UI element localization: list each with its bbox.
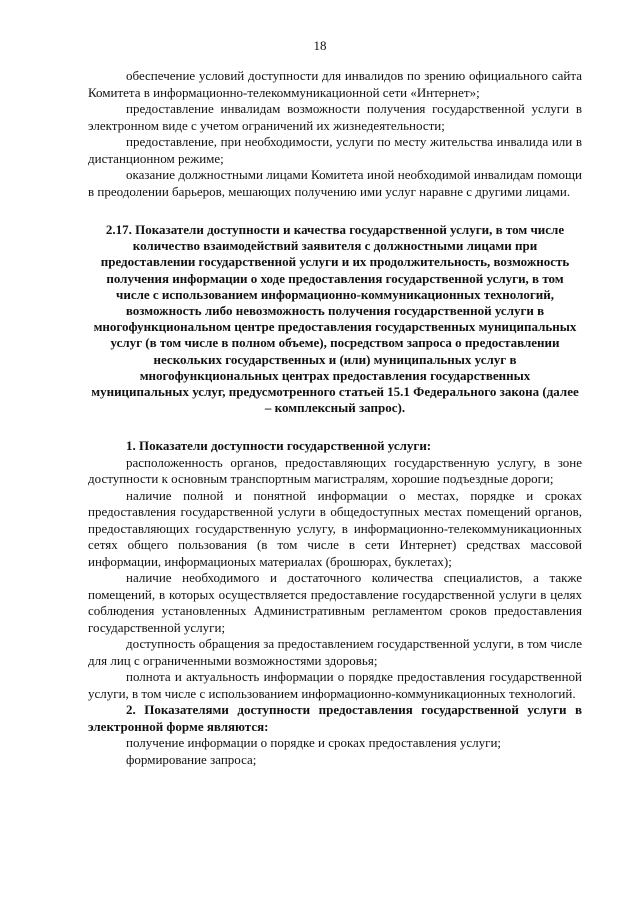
list-item: доступность обращения за предоставлением государственной услуги, в том числе для лиц с ограниченными возможностями здоровья; xyxy=(88,636,582,668)
intro-paragraph: обеспечение условий доступности для инвалидов по зрению официального сайта Комитета в информационно-телекоммуникационной сети «Интернет»; xyxy=(88,68,582,100)
subsection-heading: 2. Показателями доступности предоставления государственной услуги в электронной форме являются: xyxy=(88,702,582,734)
subsection-heading: 1. Показатели доступности государственной услуги: xyxy=(126,438,432,454)
document-body xyxy=(88,68,582,768)
list-item: расположенность органов, предоставляющих государственную услугу, в зоне доступности к основным транспортным магистралям, хорошие подъездные дороги; xyxy=(88,454,582,487)
list-item: формирование запроса; xyxy=(126,751,257,767)
intro-paragraph: оказание должностными лицами Комитета иной необходимой инвалидам помощи в преодолении барьеров, мешающих получению ими услуг наравне с другими лицами. xyxy=(88,167,582,199)
list-item: получение информации о порядке и сроках предоставления услуги; xyxy=(126,735,502,751)
section-heading: 2.17. Показатели доступности и качества государственной услуги, в том числе количество взаимодействий заявителя с должностными лицами при предоставлении государственной услуги и их продолжительность, возможность получения информации о ходе предоставления государственной услуги, в том числе с использованием информационно-коммуникационных технологий, возможность либо невозможность получения государственной услуги в многофункциональном центре предоставления государственных муниципальных услуг (в том числе в полном объеме), посредством запроса о предоставлении нескольких государственных и (или) муниципальных услуг в многофункциональных центрах предоставления государственных муниципальных услуг, предусмотренного статьей 15.1 Федерального закона (далее – комплексный запрос). xyxy=(91,222,579,416)
list-item: наличие полной и понятной информации о местах, порядке и сроках предоставления государственной услуги в общедоступных местах помещений органов, предоставляющих государственную услугу, в информационно-телекоммуникационных сетях общего пользования (в том числе в сети Интернет) средствах массовой информации, информационых материалах (брошюрах, буклетах); xyxy=(88,487,582,569)
list-item: наличие необходимого и достаточного количества специалистов, а также помещений, в которых осуществляется предоставление государственной услуги в целях соблюдения установленных Административным регламентом сроков предоставления государственной услуги; xyxy=(88,570,582,635)
page-number: 18 xyxy=(313,38,327,53)
list-item: полнота и актуальность информации о порядке предоставления государственной услуги, в том числе с использованием информационно-коммуникационных технологий. xyxy=(88,669,582,701)
intro-paragraph: предоставление, при необходимости, услуги по месту жительства инвалида или в дистанционном режиме; xyxy=(88,134,582,166)
intro-paragraph: предоставление инвалидам возможности получения государственной услуги в электронном виде с учетом ограничений их жизнедеятельности; xyxy=(88,101,582,133)
